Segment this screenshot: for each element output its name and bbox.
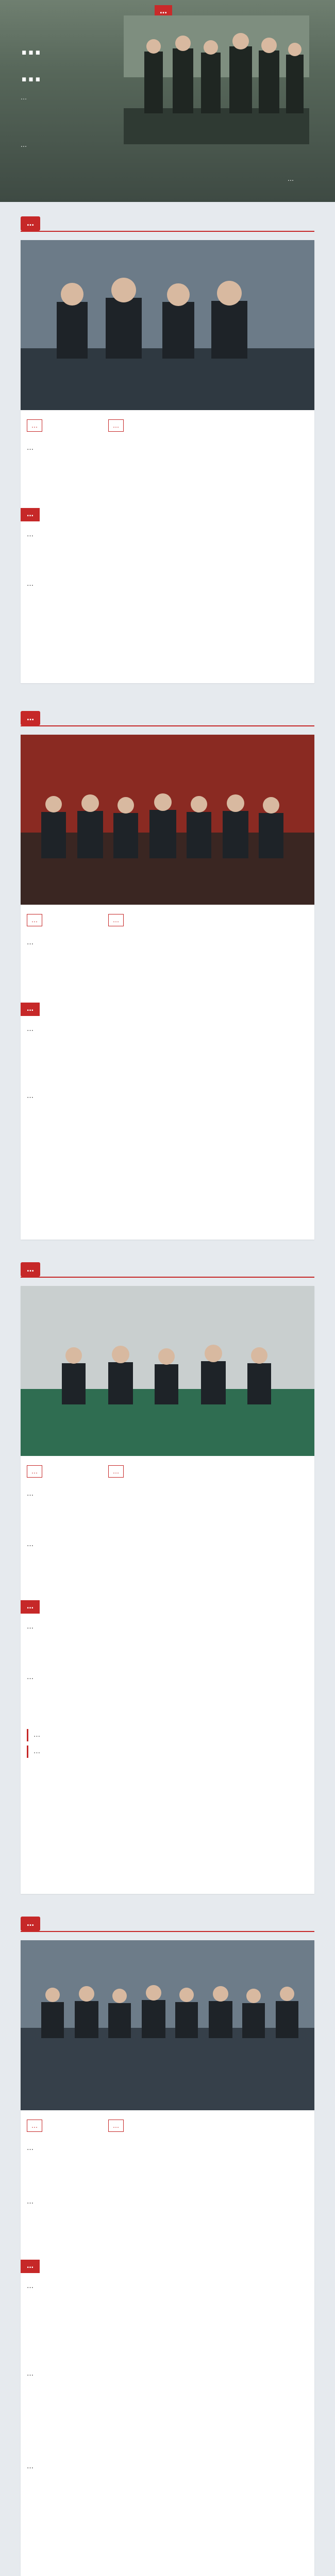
section-card <box>21 735 314 1240</box>
meeting-photo <box>21 240 314 410</box>
meeting-place: … <box>108 419 124 432</box>
subsection-title: … <box>21 508 40 521</box>
meeting-photo <box>21 1286 314 1456</box>
subsection-text: … <box>27 1025 34 1033</box>
quote-title: … <box>27 1729 308 1741</box>
meeting-place: … <box>108 1465 124 1478</box>
subsection-title: … <box>21 1600 40 1614</box>
meeting-photo <box>21 735 314 905</box>
section-photo <box>21 1286 314 1456</box>
subsection-text-3: … <box>27 2463 34 2470</box>
section-title: … <box>21 1917 40 1931</box>
section-body: … <box>27 2144 34 2152</box>
section-title: … <box>21 216 40 231</box>
section-photo <box>21 240 314 410</box>
section-card <box>21 1286 314 1894</box>
section-card <box>21 240 314 683</box>
section-2 <box>0 711 335 1242</box>
meeting-date: … <box>27 914 42 926</box>
subsection-text-2: … <box>27 1673 34 1681</box>
subsection-text: … <box>27 1623 34 1631</box>
section-title: … <box>21 1262 40 1277</box>
meeting-date: … <box>27 1465 42 1478</box>
brand-logo: … <box>155 5 172 18</box>
hero-title-line1: … <box>21 36 42 60</box>
section-divider <box>21 725 314 726</box>
meeting-date: … <box>27 419 42 432</box>
hero-photo-people <box>124 15 309 144</box>
meeting-photo <box>21 1940 314 2110</box>
section-divider <box>21 1277 314 1278</box>
meeting-place: … <box>108 914 124 926</box>
quote-text: … <box>27 1745 308 1758</box>
section-body: … <box>27 939 34 946</box>
section-4 <box>0 1917 335 2576</box>
section-card <box>21 1940 314 2576</box>
subsection-text-2: … <box>27 2370 34 2378</box>
meeting-date: … <box>27 2120 42 2132</box>
section-3 <box>0 1262 335 1896</box>
section-body: … <box>27 1490 34 1498</box>
meeting-place: … <box>108 2120 124 2132</box>
subsection-text-2: … <box>27 580 34 588</box>
hero-tagline: … <box>288 175 294 182</box>
subsection-title: … <box>21 1003 40 1016</box>
section-photo <box>21 735 314 905</box>
section-photo <box>21 1940 314 2110</box>
section-title: … <box>21 711 40 725</box>
subsection-text: … <box>27 531 34 538</box>
section-body-2: … <box>27 2198 34 2206</box>
section-body-2: … <box>27 1540 34 1548</box>
section-divider <box>21 231 314 232</box>
section-divider <box>21 1931 314 1932</box>
hero-byline: … <box>21 94 27 101</box>
hero-caption: … <box>21 141 27 148</box>
subsection-text-2: … <box>27 1092 34 1100</box>
hero-title-line2: … <box>21 63 42 87</box>
subsection-title: … <box>21 2260 40 2273</box>
subsection-text: … <box>27 2282 34 2290</box>
section-1 <box>0 216 335 690</box>
section-body: … <box>27 444 34 452</box>
hero-banner <box>0 0 335 202</box>
